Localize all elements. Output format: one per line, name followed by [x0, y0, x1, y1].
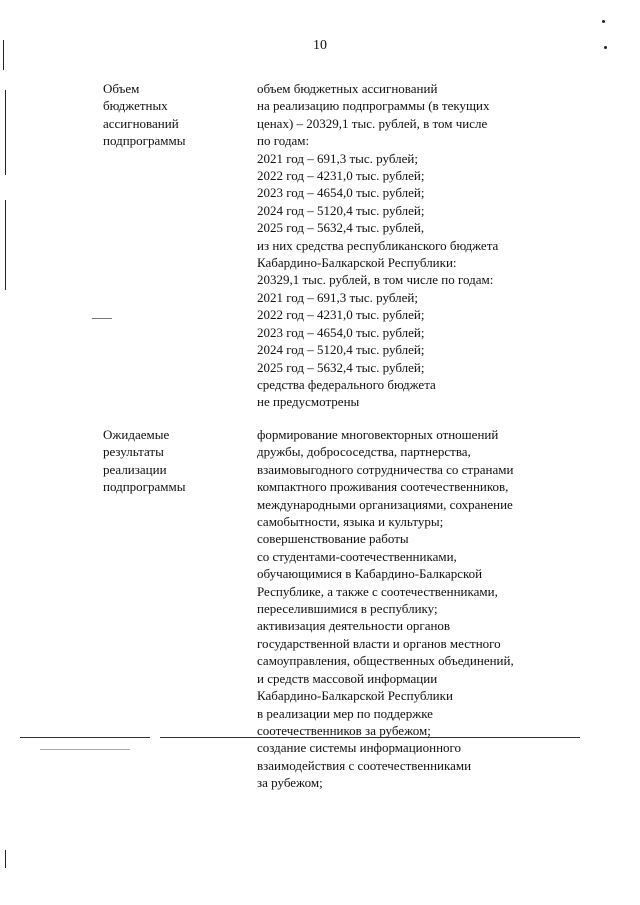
value-line: совершенствование работы [257, 531, 409, 547]
scan-margin-mark [5, 850, 6, 868]
value-line: и средств массовой информации [257, 670, 438, 686]
value-line: переселившимися в республику; [257, 601, 438, 617]
value-line: активизация деятельности органов [257, 618, 451, 634]
value-line: самобытности, языка и культуры; [257, 514, 444, 530]
value-line: средства федерального бюджета [257, 376, 436, 392]
results-label [103, 426, 233, 496]
label-line: Ожидаемые [103, 427, 170, 442]
value-line: из них средства республиканского бюджета [257, 237, 499, 253]
value-line: 20329,1 тыс. рублей, в том числе по годам: [257, 272, 494, 288]
label-line: подпрограммы [103, 133, 186, 149]
value-line: 2021 год – 691,3 тыс. рублей; [257, 289, 418, 305]
scan-margin-mark [5, 90, 6, 175]
label-line: бюджетных [103, 98, 168, 114]
value-line: 2025 год – 5632,4 тыс. рублей, [257, 220, 425, 236]
value-line: 2024 год – 5120,4 тыс. рублей; [257, 342, 425, 358]
value-line: государственной власти и органов местного [257, 635, 501, 651]
value-line: 2025 год – 5632,4 тыс. рублей; [257, 359, 425, 375]
label-line: ассигнований [103, 115, 179, 131]
value-line: за рубежом; [257, 775, 323, 791]
value-line: взаимовыгодного сотрудничества со странами [257, 461, 514, 477]
value-line: 2022 год – 4231,0 тыс. рублей; [257, 168, 425, 184]
value-line: в реализации мер по поддержке [257, 705, 433, 721]
scan-dash-mark [92, 318, 112, 319]
value-line: дружбы, добрососедства, партнерства, [257, 444, 471, 460]
value-line: Кабардино-Балкарской Республики [257, 688, 453, 704]
value-line: формирование многовекторных отношений [257, 427, 499, 442]
scan-dot [604, 46, 607, 49]
value-line: объем бюджетных ассигнований [257, 81, 438, 96]
value-line: Кабардино-Балкарской Республики: [257, 255, 457, 271]
label-line: подпрограммы [103, 479, 186, 495]
value-line: компактного проживания соотечественников, [257, 479, 509, 495]
value-line: на реализацию подпрограммы (в текущих [257, 98, 490, 114]
value-line: международными организациями, сохранение [257, 496, 513, 512]
label-line: Объем [103, 81, 140, 96]
value-line: создание системы информационного [257, 740, 462, 756]
scan-margin-mark [5, 200, 6, 290]
value-line: по годам: [257, 133, 310, 149]
results-value [257, 426, 607, 792]
label-line: реализации [103, 461, 167, 477]
value-line: 2021 год – 691,3 тыс. рублей; [257, 150, 418, 166]
budget-value [257, 80, 607, 411]
budget-label [103, 80, 233, 150]
scan-horizontal-line [20, 737, 150, 738]
value-line: Республике, а также с соотечественниками, [257, 583, 498, 599]
page-number: 10 [313, 38, 327, 53]
value-line: ценах) – 20329,1 тыс. рублей, в том числе [257, 115, 488, 131]
value-line: самоуправления, общественных объединений, [257, 653, 514, 669]
value-line: не предусмотрены [257, 394, 360, 410]
value-line: соотечественников за рубежом; [257, 722, 431, 738]
value-line: 2023 год – 4654,0 тыс. рублей; [257, 324, 425, 340]
value-line: 2022 год – 4231,0 тыс. рублей; [257, 307, 425, 323]
scan-margin-mark [3, 40, 4, 70]
value-line: взаимодействия с соотечественниками [257, 757, 472, 773]
value-line: обучающимися в Кабардино-Балкарской [257, 566, 483, 582]
value-line: 2024 год – 5120,4 тыс. рублей; [257, 202, 425, 218]
scan-dot [602, 20, 605, 23]
value-line: со студентами-соотечественниками, [257, 548, 457, 564]
scan-dotted-line [40, 749, 130, 750]
label-line: результаты [103, 444, 164, 460]
value-line: 2023 год – 4654,0 тыс. рублей; [257, 185, 425, 201]
